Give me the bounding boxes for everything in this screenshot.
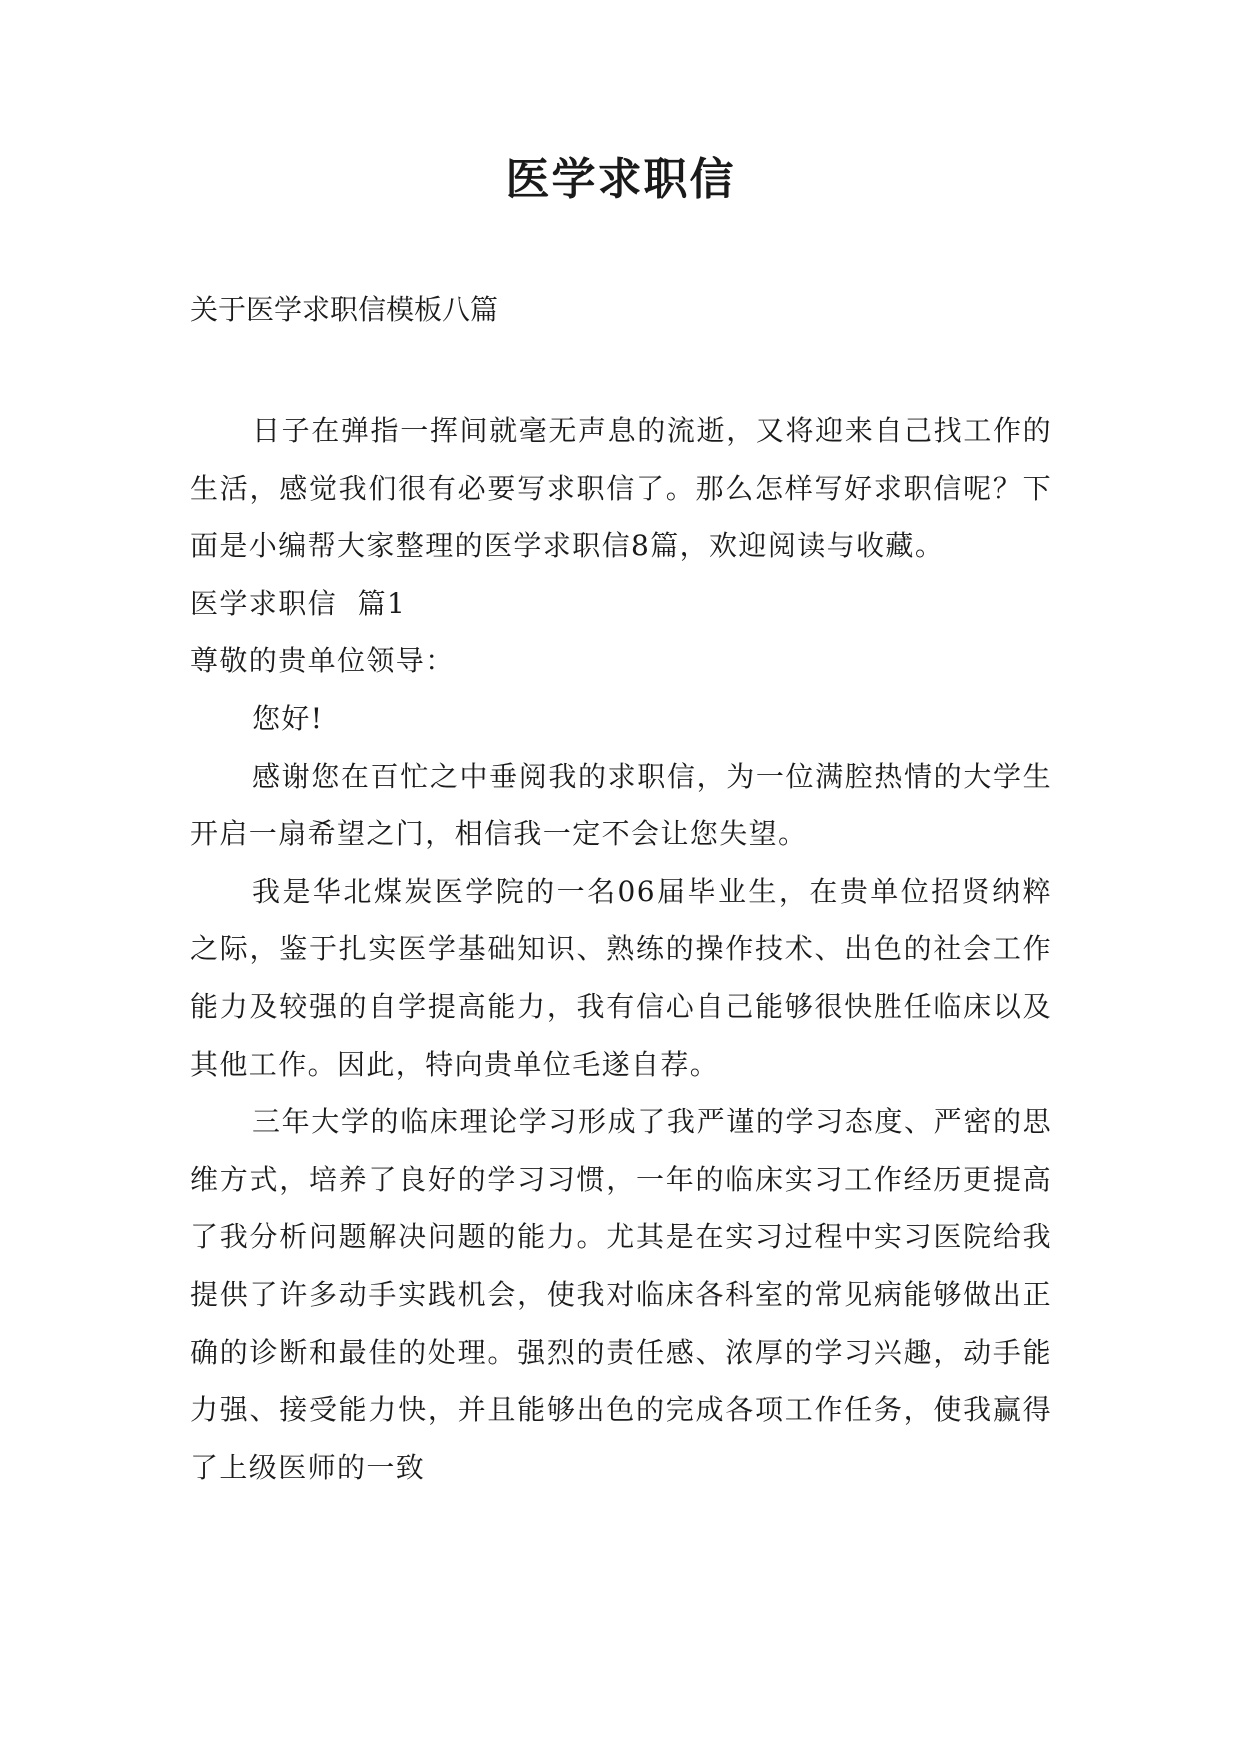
- document-subtitle: 关于医学求职信模板八篇: [190, 293, 499, 326]
- document-title: 医学求职信: [505, 154, 736, 205]
- body-paragraph: 我是华北煤炭医学院的一名06届毕业生，在贵单位招贤纳粹之际，鉴于扎实医学基础知识、熟练的操作技术、出色的社会工作能力及较强的自学提高能力，我有信心自己能够很快胜任临床以及其他工作。因此，特向贵单位毛遂自荐。: [190, 874, 1052, 1081]
- body-paragraph: 三年大学的临床理论学习形成了我严谨的学习态度、严密的思维方式，培养了良好的学习习惯，一年的临床实习工作经历更提高了我分析问题解决问题的能力。尤其是在实习过程中实习医院给我提供了许多动手实践机会，使我对临床各科室的常见病能够做出正确的诊断和最佳的处理。强烈的责任感、浓厚的学习兴趣，动手能力强、接受能力快，并且能够出色的完成各项工作任务，使我赢得了上级医师的一致: [190, 1105, 1052, 1484]
- greeting: 您好!: [252, 701, 324, 735]
- section-heading: 医学求职信 篇1: [190, 586, 407, 620]
- intro-paragraph: 日子在弹指一挥间就毫无声息的流逝，又将迎来自己找工作的生活，感觉我们很有必要写求职信了。那么怎样写好求职信呢？下面是小编帮大家整理的医学求职信8篇，欢迎阅读与收藏。: [190, 414, 1052, 563]
- body-paragraph: 感谢您在百忙之中垂阅我的求职信，为一位满腔热情的大学生开启一扇希望之门，相信我一定不会让您失望。: [190, 759, 1052, 851]
- salutation: 尊敬的贵单位领导：: [190, 644, 455, 678]
- document-body: [190, 402, 1052, 1496]
